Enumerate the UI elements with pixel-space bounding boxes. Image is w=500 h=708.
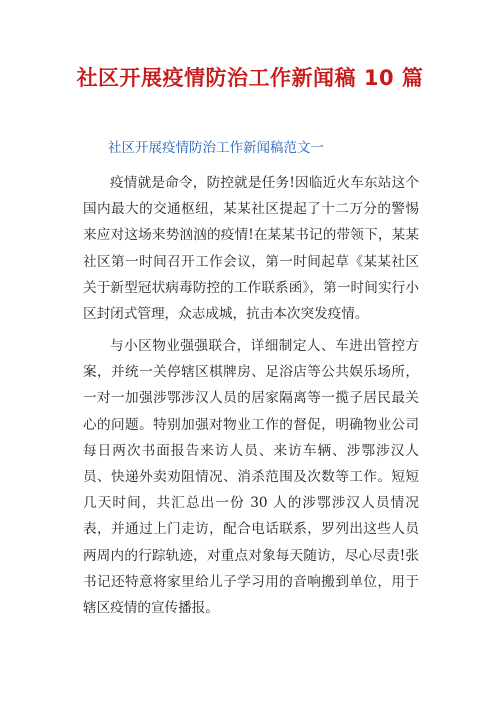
document-title: 社区开展疫情防治工作新闻稿 10 篇: [76, 66, 424, 90]
body-paragraph-1: 疫情就是命令，防控就是任务!因临近火车东站这个国内最大的交通枢纽，某某社区提起了十二万分的警惕来应对这场来势汹汹的疫情!在某某书记的带领下，某某社区第一时间召开工作会议，第一时间起草《某某社区关于新型冠状病毒防控的工作联系函》，第一时间实行小区封闭式管理，众志成城，抗击本次突发疫情。: [83, 175, 419, 323]
body-paragraph-2: 与小区物业强强联合，详细制定人、车进出管控方案，并统一关停辖区棋牌房、足浴店等公共娱乐场所，一对一加强涉鄂涉汉人员的居家隔离等一揽子居民最关心的问题。特别加强对物业工作的督促，明确物业公司每日两次书面报告来访人员、来访车辆、涉鄂涉汉人员、快递外卖劝阻情况、消杀范围及次数等工作。短短几天时间，共汇总出一份 30 人的涉鄂涉汉人员情况表，并通过上门走访，配合电话联系，罗列出这些人员两周内的行踪轨迹，对重点对象每天随访，尽心尽责!张书记还特意将家里给儿子学习用的音响搬到单位，用于辖区疫情的宣传播报。: [83, 338, 419, 617]
section-subtitle: 社区开展疫情防治工作新闻稿范文一: [108, 140, 324, 156]
